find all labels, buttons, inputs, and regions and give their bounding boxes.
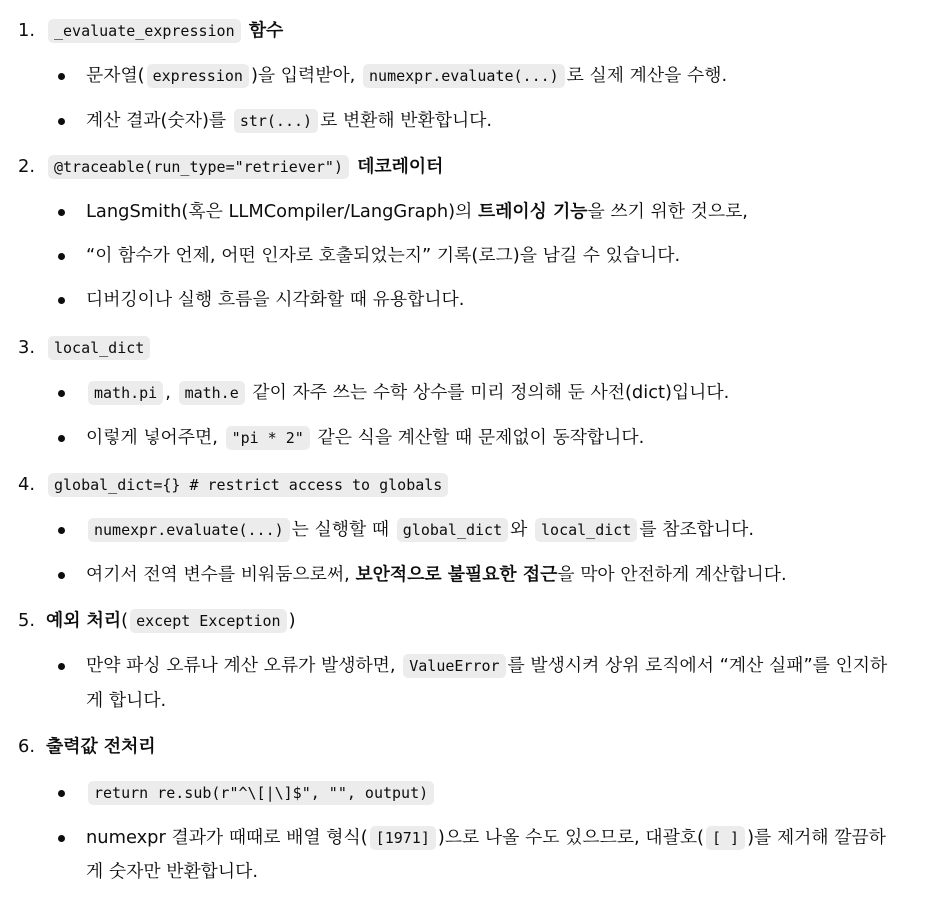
bullet-1-2: 계산 결과(숫자)를 str(...) 로 변환해 반환합니다. xyxy=(86,106,947,136)
inline-code: global_dict={} # restrict access to globals xyxy=(48,473,448,497)
item-number: 6. xyxy=(18,736,36,757)
inline-code: global_dict xyxy=(397,518,508,542)
item-heading: 함수 xyxy=(242,20,284,41)
item-number: 1. xyxy=(18,20,36,41)
bullet-icon xyxy=(58,253,65,260)
list-item-4 xyxy=(18,470,947,500)
inline-code: @traceable(run_type="retriever") xyxy=(48,155,349,179)
bullet-icon xyxy=(58,209,65,216)
list-item-2 xyxy=(18,152,947,182)
item-heading: 데코레이터 xyxy=(350,156,444,177)
bullet-1-1: 문자열( expression )을 입력받아, numexpr.evaluate(...) 로 실제 계산을 수행. xyxy=(86,61,947,91)
bullet-icon xyxy=(58,118,65,125)
bullet-icon xyxy=(58,390,65,397)
bullet-2-2: “이 함수가 언제, 어떤 인자로 호출되었는지” 기록(로그)을 남길 수 있습니다. xyxy=(86,241,947,271)
inline-code: numexpr.evaluate(...) xyxy=(88,518,290,542)
bullet-6-2: numexpr 결과가 때때로 배열 형식( [1971] )으로 나올 수도 있으므로, 대괄호( [ ] )를 제거해 깔끔하 xyxy=(86,823,947,853)
bullet-6-2-cont: 게 숫자만 반환합니다. xyxy=(86,861,258,882)
bullet-icon xyxy=(58,663,65,670)
inline-code: "pi * 2" xyxy=(226,426,310,450)
bullet-icon xyxy=(58,297,65,304)
inline-code: local_dict xyxy=(535,518,637,542)
item-heading: 예외 처리 xyxy=(46,610,122,631)
inline-code: math.e xyxy=(179,381,245,405)
inline-code: numexpr.evaluate(...) xyxy=(363,64,565,88)
bullet-2-1: LangSmith(혹은 LLMCompiler/LangGraph)의 트레이싱 기능을 쓰기 위한 것으로, xyxy=(86,197,947,227)
item-heading: 출력값 전처리 xyxy=(46,736,156,757)
item-number: 3. xyxy=(18,337,36,358)
bullet-icon xyxy=(58,527,65,534)
bullet-6-1 xyxy=(86,778,947,808)
bullet-icon xyxy=(58,835,65,842)
list-item-1 xyxy=(18,16,947,46)
bullet-icon xyxy=(58,435,65,442)
bullet-icon xyxy=(58,572,65,579)
bullet-3-1: math.pi , math.e 같이 자주 쓰는 수학 상수를 미리 정의해 둔 사전(dict)입니다. xyxy=(86,378,947,408)
item-number: 2. xyxy=(18,156,36,177)
inline-code: str(...) xyxy=(234,109,318,133)
item-number: 5. xyxy=(18,610,36,631)
list-item-5: 5. 예외 처리( except Exception ) xyxy=(18,606,947,636)
list-item-3 xyxy=(18,333,947,363)
item-number: 4. xyxy=(18,474,36,495)
inline-code: return re.sub(r"^\[|\]$", "", output) xyxy=(88,781,434,805)
inline-code: math.pi xyxy=(88,381,163,405)
inline-code: except Exception xyxy=(130,609,287,633)
bullet-5-1-cont: 게 합니다. xyxy=(86,690,167,711)
bullet-icon xyxy=(58,73,65,80)
inline-code: local_dict xyxy=(48,336,150,360)
bullet-4-1: numexpr.evaluate(...) 는 실행할 때 global_dict 와 local_dict 를 참조합니다. xyxy=(86,515,947,545)
inline-code: [ ] xyxy=(706,826,745,850)
bullet-5-1: 만약 파싱 오류나 계산 오류가 발생하면, ValueError 를 발생시켜 상위 로직에서 “계산 실패”를 인지하 xyxy=(86,651,947,681)
bullet-3-2: 이렇게 넣어주면, "pi * 2" 같은 식을 계산할 때 문제없이 동작합니다. xyxy=(86,423,947,453)
inline-code: [1971] xyxy=(370,826,436,850)
list-item-6 xyxy=(18,732,947,762)
inline-code: ValueError xyxy=(403,654,505,678)
bullet-4-2: 여기서 전역 변수를 비워둠으로써, 보안적으로 불필요한 접근을 막아 안전하게 계산합니다. xyxy=(86,560,947,590)
bullet-icon xyxy=(58,790,65,797)
inline-code: _evaluate_expression xyxy=(48,19,241,43)
inline-code: expression xyxy=(147,64,249,88)
bullet-2-3: 디버깅이나 실행 흐름을 시각화할 때 유용합니다. xyxy=(86,285,947,315)
